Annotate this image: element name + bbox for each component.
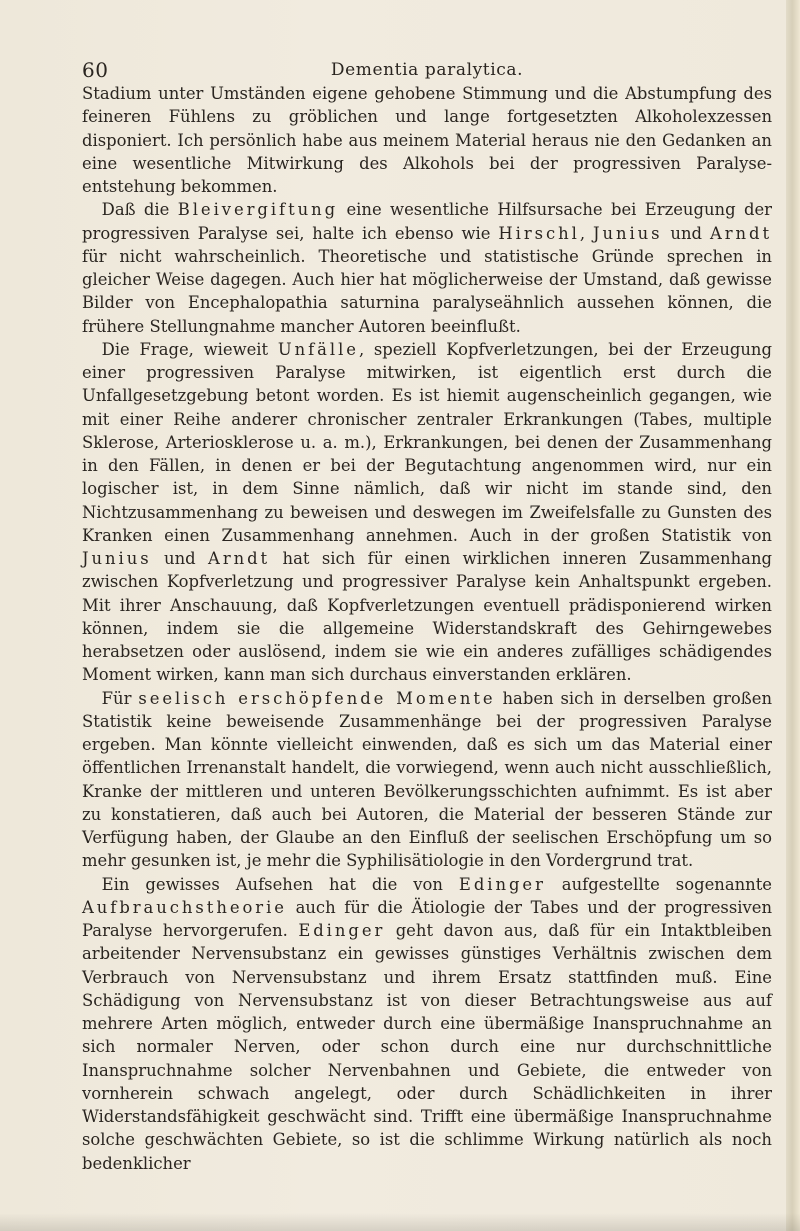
paragraph (82, 82, 772, 198)
page-bottom-shadow (0, 1213, 800, 1231)
paragraph (82, 687, 772, 873)
page-edge-shadow (786, 0, 800, 1231)
text-segment: aufgestellte sogenannte (545, 874, 772, 894)
emphasized-name: Edinger (298, 921, 386, 940)
text-segment: hat sich für einen wirklichen inneren Zusammenhang zwischen Kopfverletzung und progressiver Paralyse kein Anhaltspunkt ergeben. Mit ihrer Anschauung, daß Kopfverletzungen eventuell prädisponierend wirken können, indem sie die allgemeine Widerstandskraft des Gehirngewebes herabsetzen oder auslösend, indem sie wie ein anderes zufälliges schädigendes Moment wirken, kann man sich durchaus einverstanden erklären. (82, 549, 772, 685)
text-segment: haben sich in derselben großen Statistik keine beweisende Zusammenhänge bei der progressiven Paralyse ergeben. Man könnte vielleicht einwenden, daß es sich um das Material einer öffentlichen Irrenanstalt handelt, die vorwiegend, wenn auch nicht ausschließlich, Kranke der mittleren und unteren Bevölkerungsschichten aufnimmt. Es ist aber zu konstatieren, daß auch bei Autoren, die Material der besseren Stände zur Verfügung haben, der Glaube an den Einfluß der seelischen Erschöpfung um so mehr gesunken ist, je mehr die Syphilisätiologie in den Vordergrund trat. (82, 688, 772, 871)
paragraph (82, 338, 772, 687)
running-title: Dementia paralytica. (330, 60, 524, 80)
text-segment: für nicht wahrscheinlich. Theoretische und statistische Gründe sprechen in gleicher Weise dagegen. Auch hier hat möglicherweise der Umstand, daß gewisse Bilder von Encephalopathia saturnina paralyseähnlich aussehen können, die frühere Stellungnahme mancher Autoren beeinflußt. (82, 246, 772, 336)
text-segment: Die Frage, wieweit (101, 339, 278, 359)
text-segment: Daß die (101, 200, 178, 220)
emphasized-name: Unfälle (277, 339, 359, 359)
emphasized-name: Aufbrauchstheorie (82, 897, 287, 917)
emphasized-name: Junius (592, 223, 663, 243)
text-segment: eine wesentliche Hilfsursache bei Erzeugung der progressiven Paralyse sei, halte ich ebenso wie (82, 200, 772, 243)
emphasized-name: seelisch erschöpfende Momente (138, 688, 496, 708)
paragraph (82, 873, 772, 1175)
paragraph (82, 198, 772, 338)
emphasized-name: Arndt (709, 223, 773, 243)
emphasized-name: Junius (82, 549, 152, 568)
page-number: 60 (82, 58, 109, 82)
emphasized-name: Arndt (208, 549, 271, 568)
text-segment: Stadium unter Umständen eigene gehobene Stimmung und die Abstumpfung des feineren Fühlens zu gröblichen und lange fortgesetzten Alkoholexzessen disponiert. Ich persönlich habe aus meinem Material heraus nie den Gedanken an eine wesentliche Mitwirkung des Alkohols bei der progressiven Paralyse-entstehung bekommen. (82, 84, 772, 196)
text-segment: , (579, 223, 593, 243)
text-segment: Für (101, 688, 139, 708)
text-segment: auch für die Ätiologie der Tabes und der progressiven Paralyse hervorgerufen. (82, 897, 772, 940)
text-segment: Ein gewisses Aufsehen hat die von (101, 874, 459, 894)
text-segment: und (151, 549, 209, 568)
body-text (82, 82, 772, 1175)
emphasized-name: Edinger (458, 874, 546, 894)
text-segment: , speziell Kopfverletzungen, bei der Erzeugung einer progressiven Paralyse mitwirken, ist eigentlich erst durch die Unfallgesetzgebung betont worden. Es ist hiemit augenscheinlich gegangen, wie mit einer Reihe anderer chronischer zentraler Erkrankungen (Tabes, multiple Sklerose, Arteriosklerose u. a. m.), Erkrankungen, bei denen der Zusammenhang in den Fällen, in denen er bei der Begutachtung angenommen wird, nur ein logischer ist, in dem Sinne nämlich, daß wir nicht im stande sind, den Nichtzusammenhang zu beweisen und deswegen im Zweifelsfalle zu Gunsten des Kranken einen Zusammenhang annehmen. Auch in der großen Statistik von (82, 339, 772, 545)
text-segment: und (662, 223, 710, 243)
text-segment: geht davon aus, daß für ein Intaktbleiben arbeitender Nervensubstanz ein gewisses günstiges Verhältnis zwischen dem Verbrauch von Nervensubstanz und ihrem Ersatz stattfinden muß. Eine Schädigung von Nervensubstanz ist von dieser Betrachtungsweise aus auf mehrere Arten möglich, entweder durch eine übermäßige Inanspruchnahme an sich normaler Nerven, oder schon durch eine nur durchschnittliche Inanspruchnahme solcher Nervenbahnen und Gebiete, die entweder von vornherein schwach angelegt, oder durch Schädlichkeiten in ihrer Widerstandsfähigkeit geschwächt sind. Trifft eine übermäßige Inanspruchnahme solche geschwächten Gebiete, so ist die schlimme Wirkung natürlich als noch bedenklicher (82, 921, 772, 1173)
emphasized-name: Bleivergiftung (177, 200, 339, 220)
emphasized-name: Hirschl (498, 223, 580, 243)
